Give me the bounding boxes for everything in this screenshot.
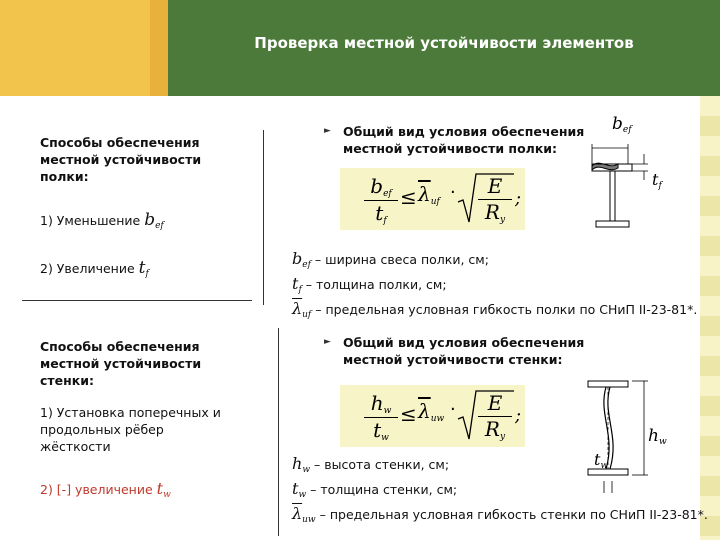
bullet-arrow-icon: ► bbox=[324, 337, 331, 347]
flange-def-tf: $t_f$ – толщина полки, см; bbox=[292, 274, 447, 295]
web-condition-heading: Общий вид условия обеспечения местной устойчивости стенки: bbox=[343, 335, 585, 367]
web-def-hw: $h_w$ – высота стенки, см; bbox=[292, 454, 450, 475]
horizontal-divider-left bbox=[22, 300, 252, 301]
figure-label-hw: $h_w$ bbox=[648, 426, 667, 447]
header-gold-inner bbox=[0, 0, 150, 96]
flange-def-bef: $b_{ef}$ – ширина свеса полки, см; bbox=[292, 249, 489, 270]
page-title: Проверка местной устойчивости элементов bbox=[254, 34, 634, 52]
web-def-lambda: $\overline{\lambda}_{uw}$ – предельная условная гибкость стенки по СНиП II-23-81*. bbox=[292, 504, 708, 525]
bullet-arrow-icon: ► bbox=[324, 126, 331, 136]
vertical-divider-lower bbox=[278, 328, 279, 536]
flange-def-lambda: $\overline{\lambda}_{uf}$ – предельная условная гибкость полки по СНиП II-23-81*. bbox=[292, 299, 698, 320]
flange-formula: $b_{ef}$ $t_f$ ≤ $\overline{\lambda}_{uf}$ · E $R_y$ ; bbox=[340, 168, 525, 230]
figure-label-tf: $t_f$ bbox=[652, 170, 662, 191]
web-method-1: 1) Установка поперечных и продольных рёбер жёсткости bbox=[40, 405, 221, 454]
vertical-divider bbox=[263, 130, 264, 305]
web-method-2: 2) [-] увеличение $t_w$ bbox=[40, 479, 171, 500]
web-def-tw: $t_w$ – толщина стенки, см; bbox=[292, 479, 458, 500]
flange-methods-title: Способы обеспечения местной устойчивости полки: bbox=[40, 135, 202, 184]
flange-method-2: 2) Увеличение $t_f$ bbox=[40, 258, 149, 279]
flange-method-1: 1) Уменьшение $b_{ef}$ bbox=[40, 210, 164, 231]
flange-condition-heading: Общий вид условия обеспечения местной устойчивости полки: bbox=[343, 124, 585, 156]
right-decor-stripe bbox=[700, 96, 720, 540]
web-methods-title: Способы обеспечения местной устойчивости стенки: bbox=[40, 339, 202, 388]
figure-label-bef: $b_{ef}$ bbox=[612, 114, 632, 135]
figure-label-tw: $t_w$ bbox=[594, 450, 609, 471]
web-formula: $h_w$ $t_w$ ≤ $\overline{\lambda}_{uw}$ · E $R_y$ ; bbox=[340, 385, 525, 447]
flange-ibeam-figure bbox=[586, 140, 676, 230]
